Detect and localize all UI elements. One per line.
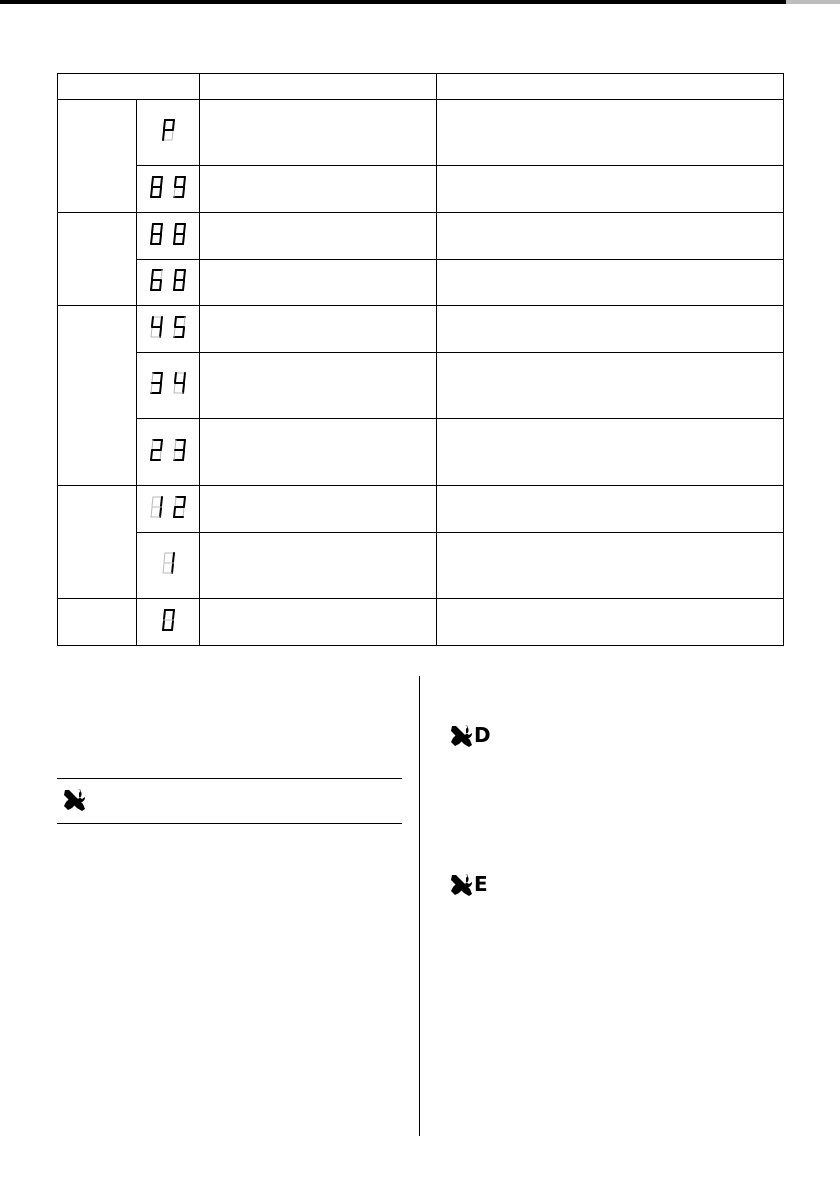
segment-f	[164, 120, 165, 129]
description-cell	[200, 599, 437, 646]
segment-b	[184, 177, 185, 186]
segment-e	[163, 621, 164, 630]
note-bottom-rule	[57, 823, 402, 824]
seven-segment-display	[162, 609, 175, 631]
segment-c	[183, 451, 184, 460]
description-cell	[200, 100, 437, 166]
group-cell	[58, 599, 137, 646]
table-row	[58, 486, 784, 533]
segment-c	[183, 281, 184, 290]
segment-b	[161, 177, 162, 186]
top-rule-light	[786, 0, 840, 4]
segment-b	[161, 373, 162, 382]
segment-f	[175, 270, 176, 279]
segment-c	[183, 508, 184, 517]
display-cell	[137, 260, 200, 306]
segment-b	[184, 317, 185, 326]
seven-segment-digit	[173, 439, 186, 461]
segment-b	[173, 120, 174, 129]
seven-segment-digit	[162, 552, 175, 574]
segment-e	[174, 451, 175, 460]
use-cell	[437, 306, 784, 353]
display-cell	[137, 419, 200, 486]
segment-b	[184, 497, 185, 506]
table-row	[58, 166, 784, 213]
segment-c	[160, 328, 161, 337]
segment-f	[175, 440, 176, 449]
header-cell-display	[58, 74, 200, 100]
seven-segment-digit	[173, 316, 186, 338]
segment-c	[160, 188, 161, 197]
segment-e	[163, 131, 164, 140]
column-divider	[419, 676, 420, 1136]
segment-e	[174, 235, 175, 244]
segment-b	[161, 224, 162, 233]
seven-segment-digit	[150, 372, 163, 394]
segment-c	[183, 384, 184, 393]
seven-segment-display	[150, 496, 186, 518]
segment-b	[184, 373, 185, 382]
segment-c	[172, 564, 173, 573]
segment-f	[175, 177, 176, 186]
table-row	[58, 260, 784, 306]
segment-e	[174, 188, 175, 197]
display-cell	[137, 486, 200, 533]
segment-b	[184, 440, 185, 449]
segment-e	[151, 281, 152, 290]
segment-b	[173, 553, 174, 562]
display-cell	[137, 353, 200, 419]
segment-c	[160, 235, 161, 244]
use-cell	[437, 213, 784, 260]
table-row	[58, 306, 784, 353]
description-cell	[200, 166, 437, 213]
description-cell	[200, 306, 437, 353]
display-code-table	[57, 73, 784, 646]
use-cell	[437, 100, 784, 166]
segment-e	[163, 564, 164, 573]
seven-segment-digit	[173, 176, 186, 198]
top-rule-dark	[0, 0, 786, 4]
segment-c	[160, 508, 161, 517]
top-rule	[0, 0, 840, 4]
seven-segment-digit	[162, 609, 175, 631]
seven-segment-digit	[150, 223, 163, 245]
display-cell	[137, 166, 200, 213]
seven-segment-digit	[173, 372, 186, 394]
segment-c	[183, 328, 184, 337]
note-top-rule	[57, 778, 402, 779]
segment-f	[152, 317, 153, 326]
description-cell	[200, 213, 437, 260]
wrench-screwdriver-icon	[62, 788, 86, 817]
use-cell	[437, 166, 784, 213]
segment-e	[151, 384, 152, 393]
wrench-screwdriver-d-icon	[449, 724, 473, 753]
use-cell	[437, 599, 784, 646]
segment-c	[172, 621, 173, 630]
segment-e	[151, 235, 152, 244]
segment-b	[161, 440, 162, 449]
seven-segment-digit	[173, 269, 186, 291]
use-cell	[437, 486, 784, 533]
table-row	[58, 100, 784, 166]
description-cell	[200, 353, 437, 419]
segment-f	[152, 270, 153, 279]
table-row	[58, 419, 784, 486]
segment-f	[175, 317, 176, 326]
segment-f	[152, 373, 153, 382]
wrench-screwdriver-e-icon	[449, 873, 473, 902]
description-cell	[200, 260, 437, 306]
seven-segment-digit	[173, 223, 186, 245]
table-row	[58, 599, 784, 646]
segment-f	[175, 224, 176, 233]
table-header-row	[58, 74, 784, 100]
seven-segment-display	[162, 119, 175, 141]
segment-f	[152, 224, 153, 233]
segment-b	[184, 224, 185, 233]
segment-e	[151, 328, 152, 337]
seven-segment-display	[150, 439, 186, 461]
segment-f	[152, 440, 153, 449]
tool-e-letter: E	[474, 872, 488, 896]
segment-c	[183, 188, 184, 197]
segment-b	[161, 497, 162, 506]
group-cell	[58, 486, 137, 599]
segment-b	[184, 270, 185, 279]
use-cell	[437, 260, 784, 306]
seven-segment-digit	[150, 496, 163, 518]
seven-segment-digit	[173, 496, 186, 518]
display-cell	[137, 533, 200, 599]
table-row	[58, 533, 784, 599]
header-cell-description	[200, 74, 437, 100]
group-cell	[58, 100, 137, 213]
group-cell	[58, 213, 137, 306]
seven-segment-digit	[162, 119, 175, 141]
segment-f	[164, 610, 165, 619]
seven-segment-display	[150, 176, 186, 198]
segment-f	[152, 177, 153, 186]
segment-c	[183, 235, 184, 244]
description-cell	[200, 486, 437, 533]
segment-b	[161, 270, 162, 279]
display-cell	[137, 213, 200, 260]
segment-f	[152, 497, 153, 506]
segment-b	[173, 610, 174, 619]
seven-segment-display	[162, 552, 175, 574]
seven-segment-display	[150, 316, 186, 338]
display-cell	[137, 100, 200, 166]
segment-c	[172, 131, 173, 140]
segment-c	[160, 451, 161, 460]
seven-segment-display	[150, 372, 186, 394]
seven-segment-digit	[150, 439, 163, 461]
segment-c	[160, 384, 161, 393]
segment-e	[174, 281, 175, 290]
description-cell	[200, 533, 437, 599]
seven-segment-display	[150, 269, 186, 291]
use-cell	[437, 353, 784, 419]
segment-e	[151, 508, 152, 517]
segment-f	[164, 553, 165, 562]
seven-segment-digit	[150, 269, 163, 291]
segment-e	[151, 188, 152, 197]
tool-d-letter: D	[474, 723, 491, 747]
description-cell	[200, 419, 437, 486]
use-cell	[437, 533, 784, 599]
segment-e	[174, 328, 175, 337]
group-cell	[58, 306, 137, 486]
display-cell	[137, 306, 200, 353]
segment-c	[160, 281, 161, 290]
segment-b	[161, 317, 162, 326]
segment-e	[174, 384, 175, 393]
seven-segment-display	[150, 223, 186, 245]
seven-segment-digit	[150, 176, 163, 198]
segment-f	[175, 497, 176, 506]
segment-e	[151, 451, 152, 460]
table-row	[58, 213, 784, 260]
display-cell	[137, 599, 200, 646]
segment-f	[175, 373, 176, 382]
segment-e	[174, 508, 175, 517]
use-cell	[437, 419, 784, 486]
header-cell-use	[437, 74, 784, 100]
table-row	[58, 353, 784, 419]
seven-segment-digit	[150, 316, 163, 338]
